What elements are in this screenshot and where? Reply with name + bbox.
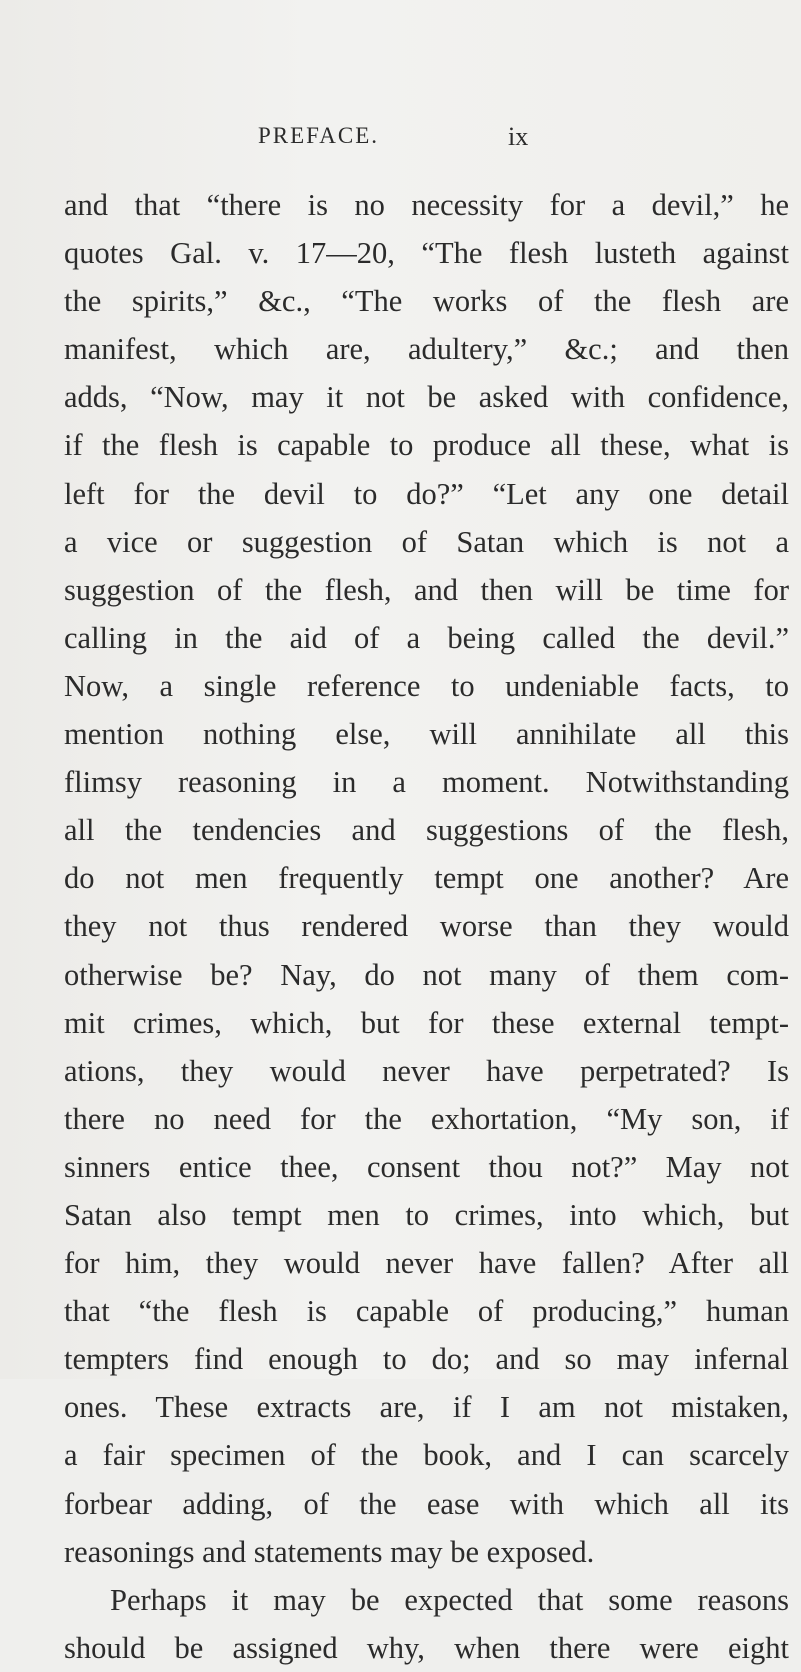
text-line: Satan also tempt men to crimes, into which, but	[64, 1197, 789, 1232]
text-line: suggestion of the flesh, and then will be time for	[64, 572, 789, 607]
text-line: Perhaps it may be expected that some reasons	[110, 1582, 789, 1617]
text-line: quotes Gal. v. 17—20, “The flesh lusteth against	[64, 236, 789, 271]
text-line: ations, they would never have perpetrated? Is	[64, 1053, 789, 1088]
text-line: a vice or suggestion of Satan which is not a	[64, 524, 789, 559]
text-line: manifest, which are, adultery,” &c.; and then	[64, 332, 789, 367]
text-line: if the flesh is capable to produce all these, what is	[64, 428, 789, 463]
text-line: there no need for the exhortation, “My son, if	[64, 1101, 789, 1136]
text-line: forbear adding, of the ease with which all its	[64, 1486, 789, 1521]
text-line: a fair specimen of the book, and I can scarcely	[64, 1438, 789, 1473]
text-line: tempters find enough to do; and so may infernal	[64, 1342, 789, 1377]
text-line: ones. These extracts are, if I am not mistaken,	[64, 1390, 789, 1425]
text-line: adds, “Now, may it not be asked with confidence,	[64, 380, 789, 415]
text-line: do not men frequently tempt one another? Are	[64, 861, 789, 896]
text-line: and that “there is no necessity for a devil,” he	[64, 188, 789, 222]
text-line: left for the devil to do?” “Let any one detail	[64, 476, 789, 511]
page-header	[258, 123, 778, 159]
text-line: Now, a single reference to undeniable facts, to	[64, 668, 789, 703]
text-line: calling in the aid of a being called the devil.”	[64, 620, 789, 655]
text-line: the spirits,” &c., “The works of the flesh are	[64, 284, 789, 319]
text-line: flimsy reasoning in a moment. Notwithstanding	[64, 765, 789, 800]
text-line: should be assigned why, when there were eight	[64, 1630, 789, 1665]
body-text	[64, 181, 789, 1672]
text-line: mit crimes, which, but for these external tempt-	[64, 1005, 789, 1040]
text-line: sinners entice thee, consent thou not?” May not	[64, 1149, 789, 1184]
text-line: mention nothing else, will annihilate all this	[64, 717, 789, 752]
page-number: ix	[508, 122, 529, 151]
running-head: PREFACE.	[258, 123, 380, 148]
text-line: they not thus rendered worse than they would	[64, 909, 789, 944]
text-line: all the tendencies and suggestions of the flesh,	[64, 813, 789, 848]
text-line: reasonings and statements may be exposed.	[64, 1534, 595, 1569]
text-line: for him, they would never have fallen? After all	[64, 1246, 789, 1281]
text-line: that “the flesh is capable of producing,” human	[64, 1294, 789, 1329]
text-line: otherwise be? Nay, do not many of them com-	[64, 957, 789, 992]
